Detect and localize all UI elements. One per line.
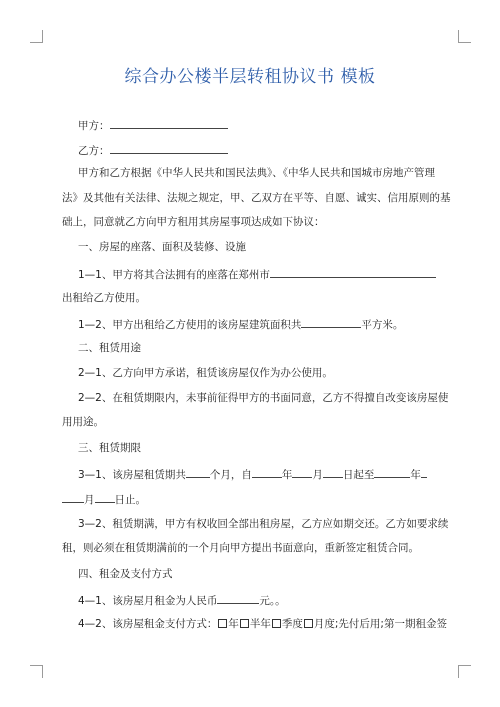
end-month-blank [62,491,84,503]
party-b-line [78,142,458,158]
clause-2-1: 2—1、乙方向甲方承诺，租赁该房屋仅作为办公使用。 [78,367,333,379]
start-day-blank [323,466,343,478]
party-a-line [78,117,458,133]
area-blank [301,316,361,328]
option-yearly: 年 [228,618,239,630]
from-text: 个月，自 [209,469,252,481]
crop-mark-top-right [458,30,471,43]
clause-4-1 [78,592,458,608]
clause-1-2-text: 1—2、甲方出租给乙方使用的该房屋建筑面积共 [78,319,302,331]
year-text-2: 年 [410,469,421,481]
intro-line-1: 甲方和乙方根据《中华人民共和国民法典》、《中华人民共和国城市房地产管理 [78,167,435,179]
clause-2-2-line-1: 2—2、在租赁期限内，未事前征得甲方的书面同意，乙方不得擅自改变该房屋使 [78,392,449,404]
end-day-blank [95,491,115,503]
section-3-heading: 三、租赁期限 [78,442,141,454]
clause-3-1-line-2 [62,491,442,507]
crop-mark-top-left [30,30,43,43]
clause-3-1-line-1 [78,466,458,482]
clause-1-2 [78,316,458,332]
clause-4-2 [78,617,458,631]
checkbox-quarterly [272,619,281,628]
option-monthly: 月度;先付后用;第一期租金签 [313,618,447,630]
checkbox-monthly [304,619,313,628]
party-b-blank [110,142,228,154]
year-text: 年 [281,469,293,481]
section-2-heading: 二、租赁用途 [78,342,141,354]
address-blank [270,266,436,278]
start-month-blank [292,466,312,478]
months-blank [186,466,210,478]
checkbox-yearly [218,619,227,628]
month-text-2: 月 [84,494,95,506]
clause-1-1-line-2: 出租给乙方使用。 [62,292,146,304]
section-4-heading: 四、租金及支付方式 [78,568,173,580]
intro-line-2: 法》及其他有关法律、法规之规定，甲、乙双方在平等、自愿、诚实、信用原则的基 [62,192,451,204]
clause-1-2-unit: 平方米。 [361,319,404,331]
document-title: 综合办公楼半层转租协议书 模板 [124,67,376,87]
rent-unit: 元。。 [259,595,286,607]
party-b-label: 乙方： [78,145,110,157]
crop-mark-bottom-left [30,665,43,678]
checkbox-half-year [240,619,249,628]
clause-1-1-text: 1—1、甲方将其合法拥有的座落在郑州市 [78,269,270,281]
crop-mark-bottom-right [458,665,471,678]
month-text: 月 [312,469,323,481]
start-year-blank [252,466,282,478]
clause-3-2-line-2: 租，则必须在租赁期满前的一个月向甲方提出书面意向，重新签定租赁合同。 [62,542,419,554]
end-text: 日止。 [114,494,146,506]
party-a-blank [110,117,228,129]
rent-amount-blank [217,592,259,604]
intro-line-3: 础上，同意就乙方向甲方租用其房屋事项达成如下协议： [62,216,325,228]
clause-1-1-line-1 [78,266,458,282]
clause-2-2-line-2: 用用途。 [62,416,104,428]
party-a-label: 甲方： [78,120,110,132]
term-text: 3—1、该房屋租赁期共 [78,469,186,481]
end-year-blank [374,466,410,478]
section-1-heading: 一、房屋的座落、面积及装修、设施 [78,241,246,253]
option-half-year: 半年 [249,618,271,630]
to-text: 日起至 [342,469,375,481]
rent-text: 4—1、该房屋月租金为人民币 [78,595,218,607]
payment-method-text: 4—2、该房屋租金支付方式： [78,618,218,630]
end-year-tail-blank [421,466,427,478]
option-quarterly: 季度 [281,618,303,630]
clause-3-2-line-1: 3—2、租赁期满，甲方有权收回全部出租房屋，乙方应如期交还。乙方如要求续 [78,518,449,530]
